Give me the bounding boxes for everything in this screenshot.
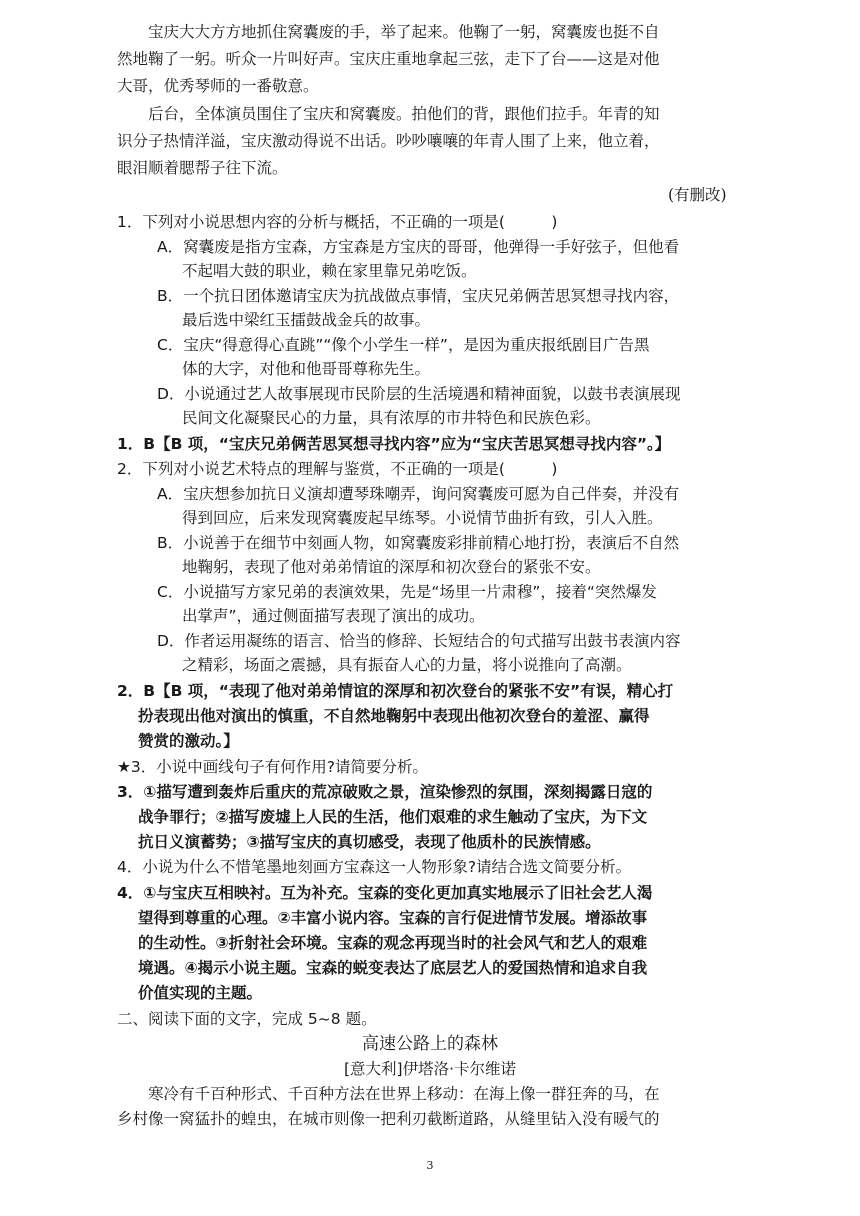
q4-answer-line: 4．①与宝庆互相映衬。互为补充。宝森的变化更加真实地展示了旧社会艺人渴 xyxy=(117,884,653,902)
q2-option-b: B．小说善于在细节中刻画人物，如窝囊废彩排前精心地打扮，表演后不自然 xyxy=(157,534,680,552)
q2-answer-line: 赞赏的激动。】 xyxy=(138,732,239,750)
question-4-stem: 4．小说为什么不惜笔墨地刻画方宝森这一人物形象?请结合选文简要分析。 xyxy=(117,858,632,876)
q1-option-d-cont: 民间文化凝聚民心的力量，具有浓厚的市井特色和民族色彩。 xyxy=(182,409,601,427)
q2-option-d: D．作者运用凝练的语言、恰当的修辞、长短结合的句式描写出鼓书表演内容 xyxy=(157,632,681,650)
q1-option-c-cont: 体的大字，对他和他哥哥尊称先生。 xyxy=(182,360,431,378)
passage-line: 识分子热情洋溢，宝庆激动得说不出话。吵吵嚷嚷的年青人围了上来，他立着， xyxy=(117,132,660,150)
passage-line: 然地鞠了一躬。听众一片叫好声。宝庆庄重地拿起三弦，走下了台——这是对他 xyxy=(117,50,660,68)
story-line: 寒冷有千百种形式、千百种方法在世界上移动：在海上像一群狂奔的马，在 xyxy=(148,1085,660,1103)
q1-option-a-cont: 不起唱大鼓的职业，赖在家里靠兄弟吃饭。 xyxy=(182,262,477,280)
q3-answer-line: 抗日义演蓄势；③描写宝庆的真切感受，表现了他质朴的民族情感。 xyxy=(138,833,601,851)
question-1-stem: 1．下列对小说思想内容的分析与概括，不正确的一项是( ) xyxy=(117,213,558,231)
story-author: [意大利]伊塔洛·卡尔维诺 xyxy=(343,1060,517,1078)
story-title: 高速公路上的森林 xyxy=(362,1034,498,1054)
q2-answer-line: 扮表现出他对演出的慎重，不自然地鞠躬中表现出他初次登台的羞涩、赢得 xyxy=(138,707,650,725)
q1-option-c: C．宝庆“得意得心直跳”“像个小学生一样”，是因为重庆报纸剧目广告黑 xyxy=(157,336,650,354)
q1-option-b: B．一个抗日团体邀请宝庆为抗战做点事情，宝庆兄弟俩苦思冥想寻找内容， xyxy=(157,287,680,305)
q1-option-a: A．窝囊废是指方宝森，方宝森是方宝庆的哥哥，他弹得一手好弦子，但他看 xyxy=(157,238,680,256)
q2-option-a-cont: 得到回应，后来发现窝囊废起早练琴。小说情节曲折有致，引人入胜。 xyxy=(182,509,663,527)
page-number: 3 xyxy=(426,1159,434,1172)
question-3-stem: ★3．小说中画线句子有何作用?请简要分析。 xyxy=(117,758,428,776)
q4-answer-line: 望得到尊重的心理。②丰富小说内容。宝森的言行促进情节发展。增添故事 xyxy=(138,909,648,927)
q2-answer-line: 2．B【B 项，“表现了他对弟弟情谊的深厚和初次登台的紧张不安”有误，精心打 xyxy=(117,682,674,700)
passage-line: 后台，全体演员围住了宝庆和窝囊废。拍他们的背，跟他们拉手。年青的知 xyxy=(148,105,660,123)
source-note: (有删改) xyxy=(668,186,727,204)
passage-line: 宝庆大大方方地抓住窝囊废的手，举了起来。他鞠了一躬，窝囊废也挺不自 xyxy=(148,23,660,41)
q2-option-a: A．宝庆想参加抗日义演却遭琴珠嘲弄，询问窝囊废可愿为自己伴奏，并没有 xyxy=(157,485,680,503)
q3-answer-line: 3．①描写遭到轰炸后重庆的荒凉破败之景，渲染惨烈的氛围，深刻揭露日寇的 xyxy=(117,783,653,801)
passage-line: 眼泪顺着腮帮子往下流。 xyxy=(117,159,288,177)
passage-line: 大哥，优秀琴师的一番敬意。 xyxy=(117,77,319,95)
q1-option-d: D．小说通过艺人故事展现市民阶层的生活境遇和精神面貌，以鼓书表演展现 xyxy=(157,385,681,403)
q2-option-b-cont: 地鞠躬，表现了他对弟弟情谊的深厚和初次登台的紧张不安。 xyxy=(182,558,601,576)
q2-option-c-cont: 出掌声”，通过侧面描写表现了演出的成功。 xyxy=(182,607,485,625)
q3-answer-line: 战争罪行；②描写废墟上人民的生活，他们艰难的求生触动了宝庆，为下文 xyxy=(138,808,648,826)
q2-option-c: C．小说描写方家兄弟的表演效果，先是“场里一片肃穆”，接着“突然爆发 xyxy=(157,583,657,601)
q1-answer: 1．B【B 项，“宝庆兄弟俩苦思冥想寻找内容”应为“宝庆苦思冥想寻找内容”。】 xyxy=(117,435,671,453)
section-heading: 二、阅读下面的文字，完成 5~8 题。 xyxy=(117,1010,377,1028)
story-line: 乡村像一窝猛扑的蝗虫，在城市则像一把利刃截断道路，从缝里钻入没有暖气的 xyxy=(117,1110,660,1128)
q4-answer-line: 价值实现的主题。 xyxy=(138,984,263,1002)
q4-answer-line: 境遇。④揭示小说主题。宝森的蜕变表达了底层艺人的爱国热情和追求自我 xyxy=(138,959,648,977)
q4-answer-line: 的生动性。③折射社会环境。宝森的观念再现当时的社会风气和艺人的艰难 xyxy=(138,934,648,952)
q1-option-b-cont: 最后选中梁红玉擂鼓战金兵的故事。 xyxy=(182,311,431,329)
question-2-stem: 2．下列对小说艺术特点的理解与鉴赏，不正确的一项是( ) xyxy=(117,460,558,478)
q2-option-d-cont: 之精彩，场面之震撼，具有振奋人心的力量，将小说推向了高潮。 xyxy=(182,656,632,674)
